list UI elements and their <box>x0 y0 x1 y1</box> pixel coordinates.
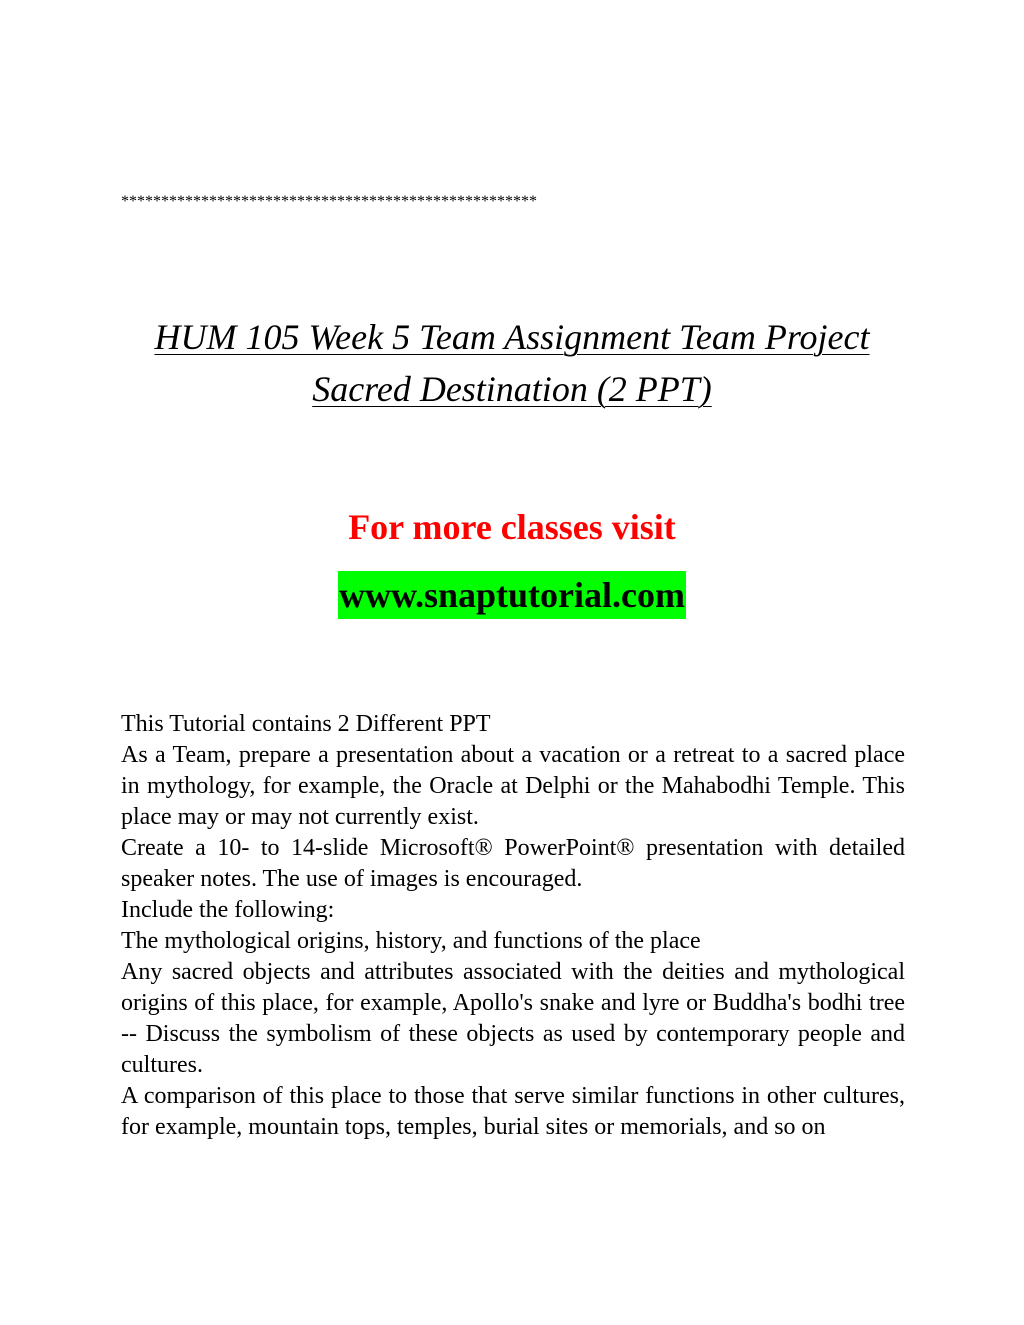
body-paragraph: Create a 10- to 14-slide Microsoft® PowerPoint® presentation with detailed speaker notes. The use of images is encouraged. <box>121 835 905 892</box>
body-paragraph: A comparison of this place to those that serve similar functions in other cultures, for example, mountain tops, temples, burial sites or memorials, and so on <box>121 1083 905 1140</box>
promo-line: For more classes visit <box>348 507 676 547</box>
body-paragraph: The mythological origins, history, and functions of the place <box>121 928 701 954</box>
website-link[interactable]: www.snaptutorial.com <box>338 571 686 619</box>
body-paragraph: Include the following: <box>121 897 335 923</box>
document-title: HUM 105 Week 5 Team Assignment Team Project Sacred Destination (2 PPT) <box>154 317 870 409</box>
body-paragraph: As a Team, prepare a presentation about a vacation or a retreat to a sacred place in mythology, for example, the Oracle at Delphi or the Mahabodhi Temple. This place may or may not currently exist. <box>121 742 905 830</box>
body-paragraph: This Tutorial contains 2 Different PPT <box>121 711 491 737</box>
body-paragraph: Any sacred objects and attributes associated with the deities and mythological origins of this place, for example, Apollo's snake and lyre or Buddha's bodhi tree -- Discuss the symbolism of these objects as used by contemporary people and cultures. <box>121 959 905 1078</box>
assignment-body <box>121 709 905 1143</box>
website-container <box>110 571 914 619</box>
separator-line: **************************************************** <box>121 193 537 210</box>
